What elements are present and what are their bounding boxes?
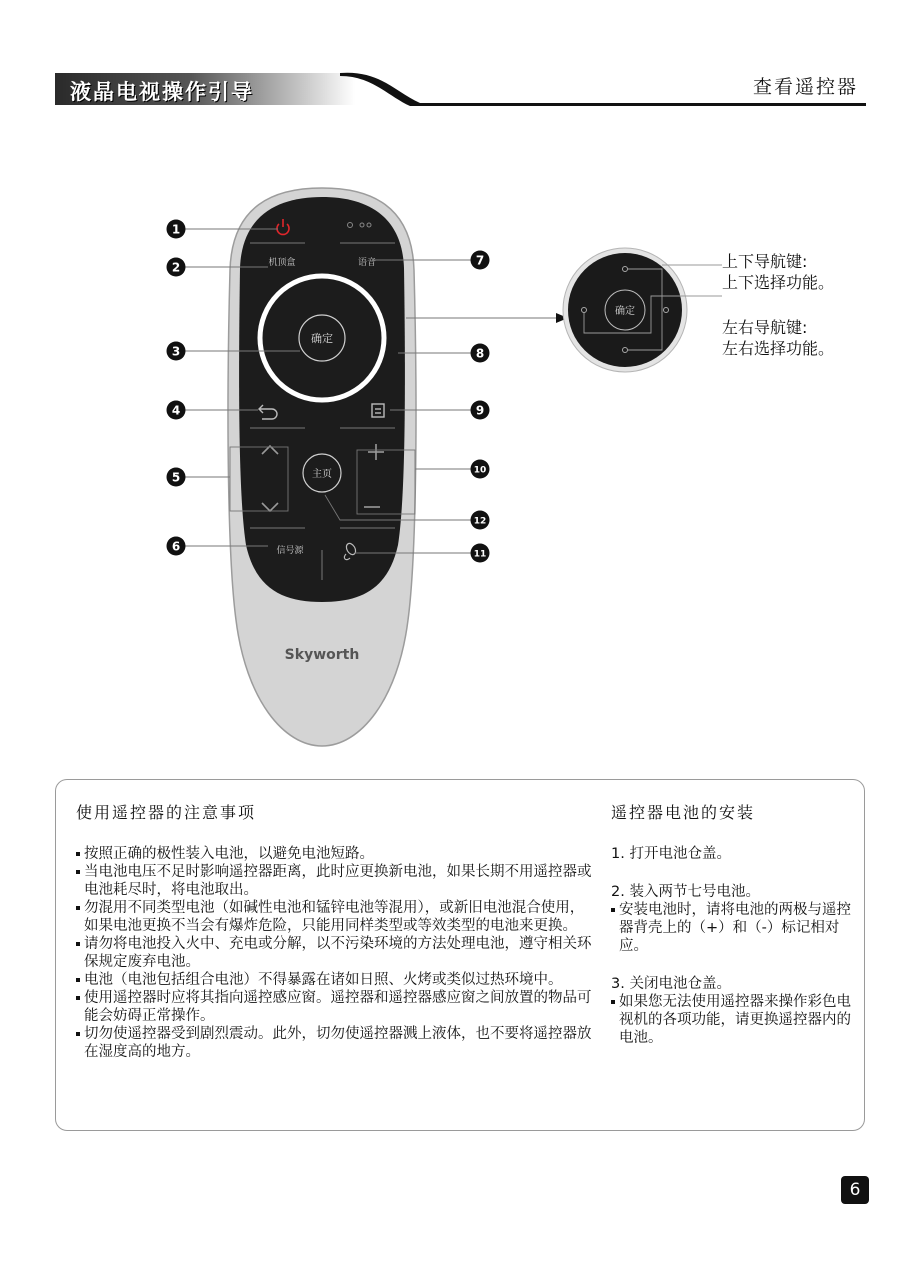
notes-box: [55, 779, 865, 1131]
svg-text:12: 12: [473, 516, 487, 527]
page-title: 液晶电视操作引导: [70, 80, 254, 104]
list-item: 当电池电压不足时影响遥控器距离，此时应更换新电池，如果长期不用遥控器或电池耗尽时，将电池取出。: [76, 863, 596, 899]
list-item: 请勿将电池投入火中、充电或分解，以不污染环境的方法处理电池，遵守相关环保规定废弃电池。: [76, 935, 596, 971]
section-title: 查看遥控器: [752, 76, 858, 98]
updown-title: 上下导航键:: [722, 252, 808, 271]
svg-text:8: 8: [475, 346, 485, 361]
usage-notes-list: [76, 845, 596, 1061]
page-number: 6: [841, 1176, 869, 1204]
leftright-label: [722, 317, 834, 359]
svg-text:10: 10: [473, 465, 487, 476]
svg-text:4: 4: [171, 403, 181, 418]
svg-text:3: 3: [171, 344, 181, 359]
updown-desc: 上下选择功能。: [722, 273, 835, 292]
leftright-title: 左右导航键:: [722, 318, 808, 337]
svg-text:11: 11: [473, 549, 487, 560]
leftright-desc: 左右选择功能。: [722, 339, 835, 358]
battery-step-2: 2. 装入两节七号电池。: [611, 884, 760, 900]
battery-step-3-note: 如果您无法使用遥控器来操作彩色电视机的各项功能，请更换遥控器内的电池。: [611, 993, 851, 1047]
source-label: 信号源: [276, 546, 304, 556]
battery-step-2-note: 安装电池时，请将电池的两极与遥控器背壳上的（+）和（-）标记相对应。: [611, 901, 851, 955]
tvbox-label: 机顶盒: [268, 258, 296, 268]
ok-label: 确定: [311, 332, 333, 345]
svg-text:9: 9: [475, 403, 485, 418]
svg-text:1: 1: [171, 222, 181, 237]
list-item: 切勿使遥控器受到剧烈震动。此外，切勿使遥控器溅上液体，也不要将遥控器放在湿度高的地方。: [76, 1025, 596, 1061]
list-item: 使用遥控器时应将其指向遥控感应窗。遥控器和遥控器感应窗之间放置的物品可能会妨碍正常操作。: [76, 989, 596, 1025]
svg-text:5: 5: [171, 470, 181, 485]
brand-logo: Skyworth: [284, 647, 360, 663]
battery-step-3: 3. 关闭电池仓盖。: [611, 976, 731, 992]
voice-label: 语音: [357, 258, 377, 268]
svg-text:7: 7: [475, 253, 485, 268]
list-item: 电池（电池包括组合电池）不得暴露在诸如日照、火烤或类似过热环境中。: [76, 971, 596, 989]
list-item: 勿混用不同类型电池（如碱性电池和锰锌电池等混用），或新旧电池混合使用，如果电池更换不当会有爆炸危险，只能用同样类型或等效类型的电池来更换。: [76, 899, 596, 935]
battery-title: 遥控器电池的安装: [611, 803, 756, 822]
battery-step-1: 1. 打开电池仓盖。: [611, 846, 731, 862]
home-label: 主页: [312, 469, 332, 480]
svg-text:6: 6: [171, 539, 181, 554]
usage-notes-title: 使用遥控器的注意事项: [76, 803, 257, 822]
list-item: 按照正确的极性装入电池，以避免电池短路。: [76, 845, 596, 863]
svg-text:2: 2: [171, 260, 181, 275]
battery-install: [611, 800, 851, 1047]
updown-label: [722, 251, 834, 293]
usage-notes: [76, 800, 596, 1061]
nav-zoom-ok-label: 确定: [615, 306, 635, 317]
